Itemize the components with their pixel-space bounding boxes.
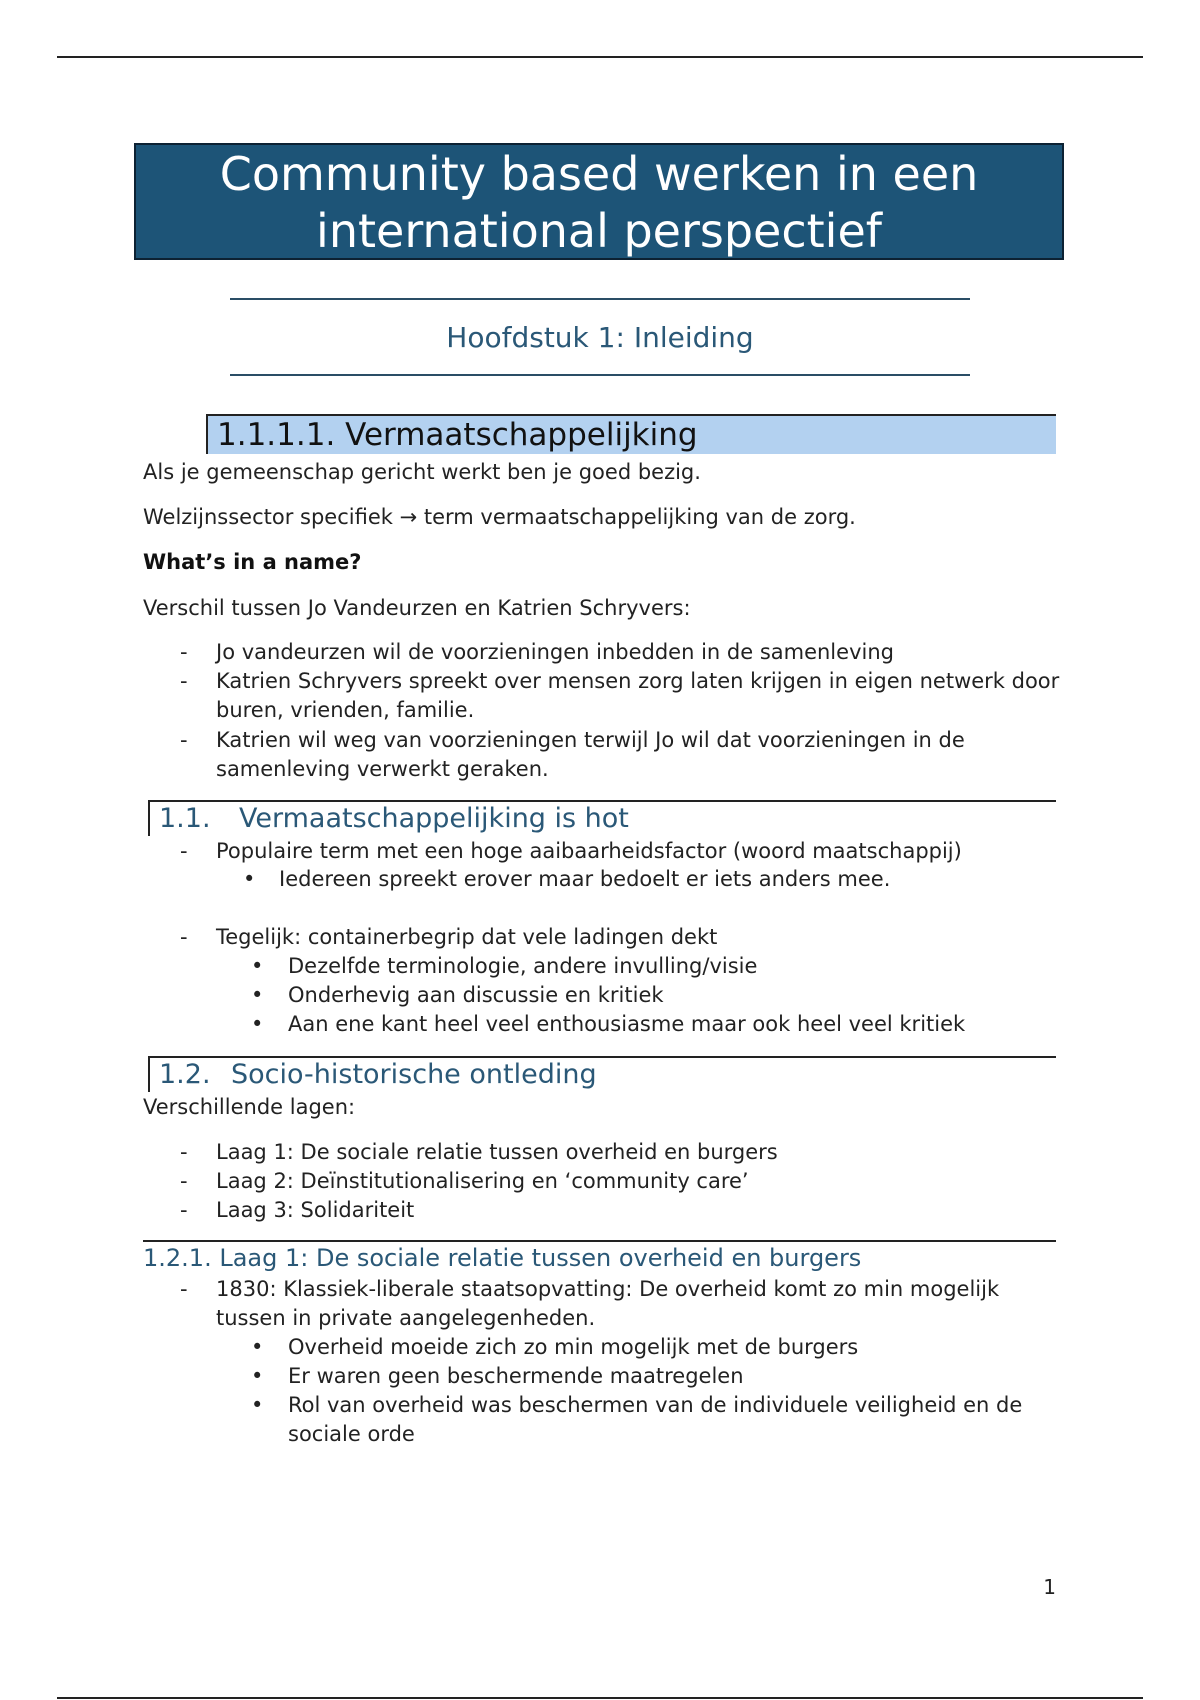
bullet-item (251, 1391, 1051, 1449)
list-item-text: Populaire term met een hoge aaibaarheidsfactor (woord maatschappij) (216, 839, 962, 863)
heading-121: 1.2.1. Laag 1: De sociale relatie tussen overheid en burgers (143, 1244, 862, 1272)
bullet-item-text: Aan ene kant heel veel enthousiasme maar ook heel veel kritiek (288, 1012, 966, 1036)
heading-12 (148, 1056, 1056, 1092)
bullet-item (251, 1010, 1051, 1039)
subheading-whats-in-a-name: What’s in a name? (143, 550, 362, 574)
list-item (180, 726, 1060, 784)
bullet-item-text: Onderhevig aan discussie en kritiek (288, 983, 664, 1007)
bullet-item-text: Overheid moeide zich zo min mogelijk met de burgers (288, 1335, 859, 1359)
chapter-title: Hoofdstuk 1: Inleiding (446, 321, 754, 354)
bullet-item-text: Iedereen spreekt erover maar bedoelt er iets anders mee. (279, 867, 891, 891)
heading-12-number: 1.2. (159, 1059, 211, 1090)
heading-11-title: Vermaatschappelijking is hot (239, 803, 629, 834)
paragraph-verschil: Verschil tussen Jo Vandeurzen en Katrien Schryvers: (143, 596, 691, 620)
page-number: 1 (1043, 1575, 1056, 1599)
bullet-item-text: Er waren geen beschermende maatregelen (288, 1364, 744, 1388)
bullet-marker: • (251, 1364, 264, 1388)
paragraph-gemeenschap: Als je gemeenschap gericht werkt ben je goed bezig. (143, 460, 701, 484)
dash-marker: - (180, 728, 188, 752)
bullet-marker: • (251, 1393, 264, 1417)
document-title (134, 143, 1064, 260)
bullet-marker: • (243, 867, 256, 891)
list-item-text: Laag 1: De sociale relatie tussen overheid en burgers (216, 1140, 778, 1164)
paragraph-lagen: Verschillende lagen: (143, 1095, 356, 1119)
list-item (180, 1275, 1060, 1333)
bullet-marker: • (251, 1012, 264, 1036)
bullet-item-text: Dezelfde terminologie, andere invulling/visie (288, 954, 758, 978)
document-title-line-2: international perspectief (316, 204, 882, 258)
list-item-text: Tegelijk: containerbegrip dat vele ladingen dekt (216, 925, 718, 949)
list-item (180, 923, 1060, 952)
dash-marker: - (180, 925, 188, 949)
dash-marker: - (180, 839, 188, 863)
heading-1111: 1.1.1.1. Vermaatschappelijking (206, 414, 1056, 454)
dash-marker: - (180, 640, 188, 664)
heading-12-title: Socio-historische ontleding (231, 1059, 597, 1090)
list-item (180, 1167, 1060, 1196)
paragraph-welzijnssector: Welzijnssector specifiek → term vermaatschappelijking van de zorg. (143, 505, 856, 529)
list-item-text: Laag 3: Solidariteit (216, 1198, 415, 1222)
chapter-rule-top (230, 298, 970, 300)
bullet-marker: • (251, 954, 264, 978)
list-item (180, 638, 1060, 667)
bullet-item (251, 1333, 1051, 1362)
bullet-marker: • (251, 1335, 264, 1359)
heading-11-number: 1.1. (159, 803, 211, 834)
dash-marker: - (180, 1198, 188, 1222)
list-item-text: Katrien Schryvers spreekt over mensen zorg laten krijgen in eigen netwerk door buren, vrienden, familie. (216, 669, 1060, 722)
bullet-item (251, 1362, 1051, 1391)
dash-marker: - (180, 669, 188, 693)
bullet-item-text: Rol van overheid was beschermen van de individuele veiligheid en de sociale orde (288, 1393, 1023, 1446)
bullet-item (251, 952, 1051, 981)
list-item (180, 1196, 1060, 1225)
list-item-text: 1830: Klassiek-liberale staatsopvatting: De overheid komt zo min mogelijk tussen in private aangelegenheden. (216, 1277, 1000, 1330)
list-item-text: Laag 2: Deïnstitutionalisering en ‘community care’ (216, 1169, 749, 1193)
list-item-text: Katrien wil weg van voorzieningen terwijl Jo wil dat voorzieningen in de samenleving verwerkt geraken. (216, 728, 965, 781)
list-item (180, 837, 1060, 866)
dash-marker: - (180, 1169, 188, 1193)
document-title-line-1: Community based werken in een (219, 147, 979, 201)
dash-marker: - (180, 1277, 188, 1301)
heading-11 (148, 800, 1056, 836)
bullet-item (251, 981, 1051, 1010)
chapter-rule-bottom (230, 374, 970, 376)
list-item (180, 1138, 1060, 1167)
list-item (180, 667, 1060, 725)
bullet-marker: • (251, 983, 264, 1007)
page-bottom-rule (57, 1697, 1143, 1699)
bullet-item (243, 865, 1043, 894)
dash-marker: - (180, 1140, 188, 1164)
page-top-rule (57, 56, 1143, 58)
list-item-text: Jo vandeurzen wil de voorzieningen inbedden in de samenleving (216, 640, 894, 664)
